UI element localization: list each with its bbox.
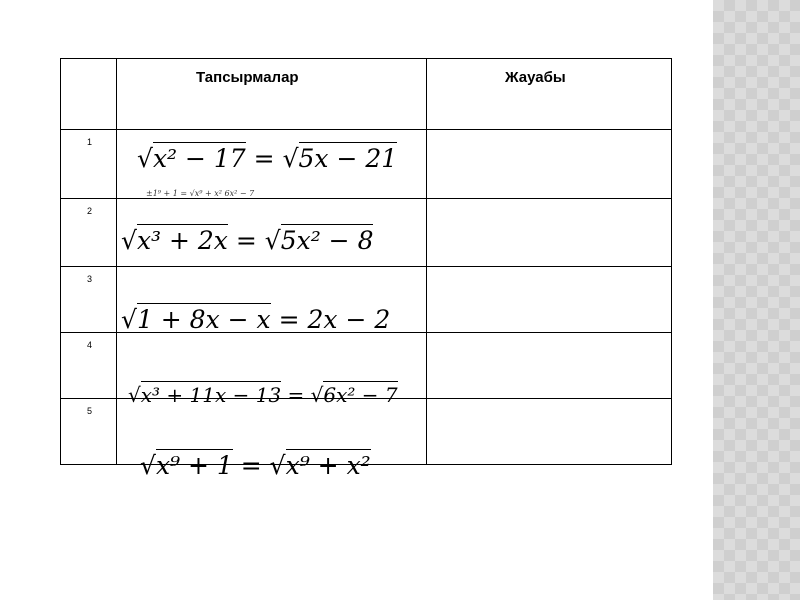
header-answers: Жауабы bbox=[505, 69, 566, 86]
table-border-right bbox=[671, 58, 672, 465]
tiny-overlay-equation: ±1⁹ + 1 = √x⁹ + x² 6x² − 7 bbox=[146, 189, 255, 198]
equation-1 bbox=[137, 146, 397, 171]
equation-2-lhs: x³ + 2x bbox=[136, 226, 228, 255]
equation-4 bbox=[128, 385, 398, 405]
equation-2-rhs: 5x² − 8 bbox=[280, 226, 374, 255]
equation-2 bbox=[121, 228, 373, 253]
equation-5-rhs: x⁹ + x² bbox=[285, 451, 371, 480]
table-row-divider bbox=[60, 129, 672, 130]
sqrt-symbol: √ bbox=[140, 451, 156, 480]
equation-4-lhs: x³ + 11x − 13 bbox=[140, 383, 282, 407]
sqrt-symbol: √ bbox=[310, 383, 324, 407]
equation-3-lhs: 1 + 8x − x bbox=[136, 305, 271, 334]
row-number-4: 4 bbox=[87, 340, 93, 350]
equation-3-rhs: 2x − 2 bbox=[307, 305, 391, 334]
table-column-divider bbox=[116, 58, 117, 465]
sqrt-symbol: √ bbox=[269, 451, 286, 480]
equation-3 bbox=[121, 307, 390, 332]
equation-1-rhs: 5x − 21 bbox=[298, 144, 398, 173]
table-row-divider bbox=[60, 266, 672, 267]
equation-2-equals: = bbox=[235, 226, 257, 255]
sqrt-symbol: √ bbox=[282, 144, 299, 173]
row-number-2: 2 bbox=[87, 206, 93, 216]
sqrt-symbol: √ bbox=[264, 226, 281, 255]
header-tasks: Тапсырмалар bbox=[196, 69, 299, 86]
sqrt-symbol: √ bbox=[128, 383, 141, 407]
equation-3-equals: = bbox=[278, 305, 300, 334]
table-border-top bbox=[60, 58, 672, 59]
equation-1-lhs: x² − 17 bbox=[152, 144, 246, 173]
table-row-divider bbox=[60, 198, 672, 199]
sqrt-symbol: √ bbox=[121, 305, 137, 334]
row-number-1: 1 bbox=[87, 137, 93, 147]
sqrt-symbol: √ bbox=[137, 144, 153, 173]
equation-5-equals: = bbox=[240, 451, 262, 480]
equation-5-lhs: x⁹ + 1 bbox=[155, 451, 233, 480]
equation-1-equals: = bbox=[253, 144, 275, 173]
table-column-divider bbox=[426, 58, 427, 465]
equation-4-rhs: 6x² − 7 bbox=[323, 383, 398, 407]
table-border-left bbox=[60, 58, 61, 465]
sqrt-symbol: √ bbox=[121, 226, 137, 255]
decorative-side-strip bbox=[713, 0, 800, 600]
equation-4-equals: = bbox=[287, 383, 305, 407]
row-number-3: 3 bbox=[87, 274, 93, 284]
equation-5 bbox=[140, 453, 371, 478]
row-number-5: 5 bbox=[87, 406, 93, 416]
